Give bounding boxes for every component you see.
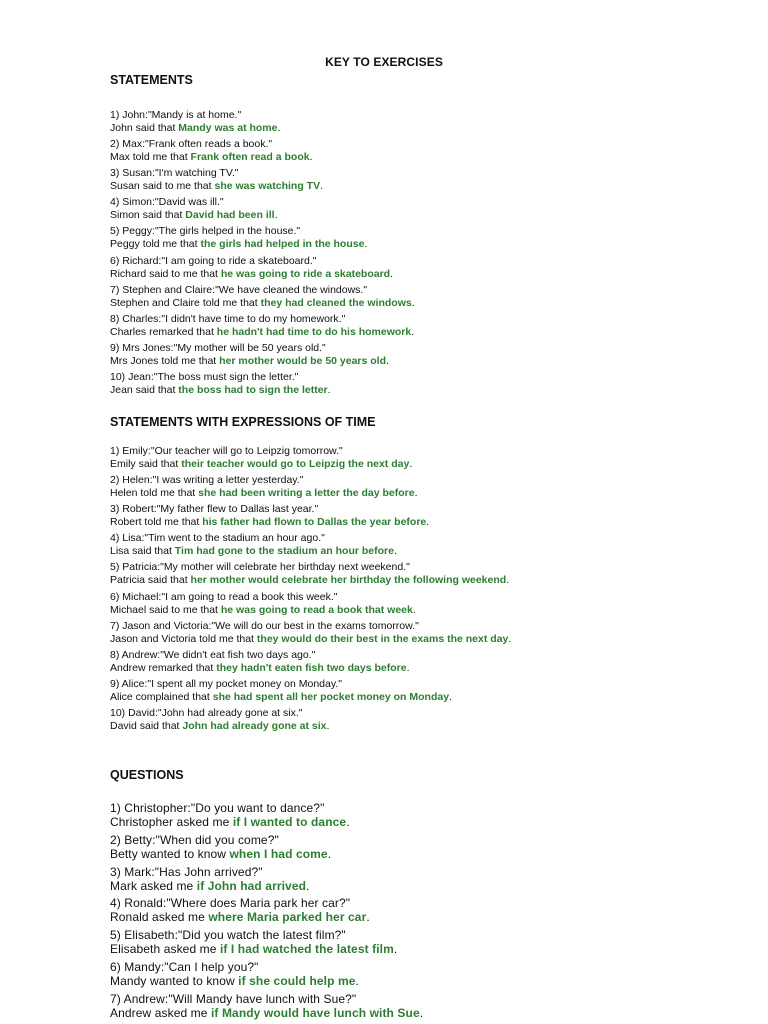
- direct-speech: 1) Emily:"Our teacher will go to Leipzig tomorrow.": [110, 445, 343, 457]
- reported-prefix: Helen told me that: [110, 487, 199, 500]
- reported-prefix: Charles remarked that: [110, 325, 217, 338]
- direct-speech: 3) Mark:"Has John arrived?": [110, 864, 263, 879]
- reported-prefix: Max told me that: [110, 151, 191, 164]
- reported-suffix: .: [426, 516, 430, 529]
- reported-speech: [110, 326, 414, 339]
- reported-speech: [110, 1006, 423, 1020]
- reported-speech: [110, 574, 509, 587]
- direct-speech: 6) Richard:"I am going to ride a skateboard.": [110, 254, 317, 267]
- exercise-item: [110, 678, 452, 704]
- reported-prefix: Christopher asked me: [110, 815, 233, 829]
- direct-speech: 4) Lisa:"Tim went to the stadium an hour ago.": [110, 532, 325, 545]
- exercise-item: [110, 896, 370, 924]
- answer-text: her mother would celebrate her birthday the following weekend: [190, 574, 507, 587]
- reported-suffix: .: [393, 545, 397, 558]
- reported-suffix: .: [409, 458, 413, 470]
- direct-speech: 1) Christopher:"Do you want to dance?": [110, 801, 325, 815]
- reported-prefix: Michael said to me that: [110, 603, 221, 616]
- answer-text: if I had watched the latest film: [219, 942, 394, 957]
- reported-prefix: Mandy wanted to know: [110, 974, 239, 988]
- reported-speech: [110, 910, 370, 924]
- exercise-item: [110, 532, 397, 558]
- reported-prefix: Andrew asked me: [110, 1005, 211, 1020]
- reported-speech: [110, 268, 393, 281]
- reported-speech: [110, 151, 313, 164]
- exercise-item: [110, 707, 329, 733]
- answer-text: the boss had to sign the letter: [178, 383, 328, 396]
- answer-text: he hadn't had time to do his homework: [216, 325, 412, 338]
- direct-speech: 10) David:"John had already gone at six.": [110, 706, 303, 719]
- answer-text: if Mandy would have lunch with Sue: [210, 1005, 420, 1020]
- reported-prefix: Mark asked me: [110, 878, 197, 893]
- section-heading: QUESTIONS: [110, 768, 184, 782]
- answer-text: where Maria parked her car: [208, 910, 367, 925]
- exercise-item: [110, 196, 278, 222]
- answer-text: she had spent all her pocket money on Monday: [212, 690, 450, 703]
- reported-speech: [110, 297, 415, 310]
- exercise-item: [110, 561, 509, 587]
- exercise-item: [110, 167, 323, 193]
- exercise-item: [110, 591, 416, 617]
- answer-text: their teacher would go to Leipzig the next day: [181, 458, 410, 470]
- reported-speech: [110, 879, 309, 893]
- direct-speech: 2) Betty:"When did you come?": [110, 832, 279, 847]
- reported-prefix: Patricia said that: [110, 574, 191, 587]
- exercise-item: [110, 801, 350, 829]
- exercise-item: [110, 474, 418, 500]
- answer-text: his father had flown to Dallas the year before: [202, 516, 427, 529]
- direct-speech: 7) Andrew:"Will Mandy have lunch with Sue?": [110, 991, 357, 1006]
- reported-suffix: .: [411, 325, 415, 338]
- reported-speech: [110, 458, 412, 471]
- exercise-item: [110, 503, 429, 529]
- answer-text: Frank often read a book: [190, 151, 310, 164]
- reported-suffix: .: [508, 632, 512, 645]
- direct-speech: 8) Andrew:"We didn't eat fish two days ago.": [110, 648, 316, 661]
- direct-speech: 5) Elisabeth:"Did you watch the latest film?": [110, 928, 346, 943]
- direct-speech: 10) Jean:"The boss must sign the letter.": [110, 370, 299, 383]
- direct-speech: 9) Mrs Jones:"My mother will be 50 years old.": [110, 341, 326, 354]
- direct-speech: 2) Max:"Frank often reads a book.": [110, 138, 273, 151]
- answer-text: when I had come: [229, 846, 328, 861]
- reported-speech: [110, 662, 410, 675]
- direct-speech: 4) Ronald:"Where does Maria park her car?": [110, 896, 351, 911]
- reported-suffix: .: [326, 719, 330, 732]
- reported-suffix: .: [277, 122, 281, 134]
- exercise-item: [110, 225, 367, 251]
- reported-prefix: John said that: [110, 122, 179, 134]
- exercise-item: [110, 313, 414, 339]
- reported-speech: [110, 633, 511, 646]
- exercise-item: [110, 445, 412, 471]
- reported-suffix: .: [506, 574, 510, 587]
- direct-speech: 2) Helen:"I was writing a letter yesterday.": [110, 474, 304, 487]
- answer-text: if I wanted to dance: [232, 815, 347, 829]
- reported-speech: [110, 604, 416, 617]
- reported-speech: [110, 942, 397, 956]
- direct-speech: 8) Charles:"I didn't have time to do my homework.": [110, 312, 346, 325]
- reported-prefix: Susan said to me that: [110, 180, 215, 193]
- reported-suffix: .: [366, 910, 370, 925]
- exercise-item: [110, 342, 389, 368]
- direct-speech: 7) Stephen and Claire:"We have cleaned the windows.": [110, 283, 368, 296]
- reported-prefix: Simon said that: [110, 209, 186, 222]
- answer-text: he was going to ride a skateboard: [220, 267, 391, 280]
- answer-text: if she could help me: [238, 974, 356, 988]
- reported-speech: [110, 209, 278, 222]
- reported-speech: [110, 815, 350, 829]
- direct-speech: 3) Robert:"My father flew to Dallas last year.": [110, 503, 319, 516]
- reported-suffix: .: [346, 815, 350, 829]
- reported-speech: [110, 974, 359, 988]
- reported-prefix: Alice complained that: [110, 690, 213, 703]
- exercise-item: [110, 960, 359, 988]
- answer-text: he was going to read a book that week: [220, 603, 413, 616]
- reported-prefix: David said that: [110, 719, 183, 732]
- exercise-item: [110, 255, 393, 281]
- reported-prefix: Emily said that: [110, 458, 182, 470]
- reported-suffix: .: [327, 846, 332, 861]
- exercise-item: [110, 928, 397, 956]
- reported-prefix: Lisa said that: [110, 545, 175, 558]
- answer-text: she had been writing a letter the day before: [198, 487, 415, 500]
- exercise-item: [110, 992, 423, 1020]
- exercise-item: [110, 620, 511, 646]
- reported-prefix: Mrs Jones told me that: [110, 354, 220, 367]
- answer-text: the girls had helped in the house: [200, 238, 365, 251]
- reported-suffix: .: [390, 267, 394, 280]
- exercise-item: [110, 649, 410, 675]
- reported-speech: [110, 487, 418, 500]
- reported-speech: [110, 180, 323, 193]
- reported-prefix: Jean said that: [110, 383, 179, 396]
- reported-suffix: .: [309, 151, 313, 164]
- exercise-item: [110, 284, 415, 310]
- answer-text: they had cleaned the windows: [260, 296, 412, 309]
- reported-speech: [110, 384, 331, 397]
- exercise-item: [110, 371, 331, 397]
- answer-text: if John had arrived: [196, 878, 307, 893]
- reported-suffix: .: [364, 238, 368, 251]
- exercise-item: [110, 833, 331, 861]
- reported-suffix: .: [306, 878, 310, 893]
- reported-suffix: .: [414, 487, 418, 500]
- reported-suffix: .: [393, 942, 398, 957]
- answer-text: John had already gone at six: [182, 719, 327, 732]
- reported-speech: [110, 847, 331, 861]
- direct-speech: 5) Peggy:"The girls helped in the house.": [110, 225, 301, 238]
- reported-prefix: Stephen and Claire told me that: [110, 296, 261, 309]
- reported-prefix: Robert told me that: [110, 516, 203, 529]
- reported-speech: [110, 545, 397, 558]
- answer-text: David had been ill: [185, 209, 275, 222]
- reported-prefix: Peggy told me that: [110, 238, 201, 251]
- section-heading: STATEMENTS: [110, 73, 193, 87]
- reported-suffix: .: [419, 1005, 424, 1020]
- reported-suffix: .: [320, 180, 324, 193]
- reported-suffix: .: [411, 296, 415, 309]
- direct-speech: 9) Alice:"I spent all my pocket money on Monday.": [110, 677, 342, 690]
- reported-prefix: Richard said to me that: [110, 267, 221, 280]
- reported-speech: [110, 355, 389, 368]
- reported-speech: [110, 691, 452, 704]
- answer-text: her mother would be 50 years old: [219, 354, 387, 367]
- direct-speech: 7) Jason and Victoria:"We will do our best in the exams tomorrow.": [110, 619, 419, 632]
- reported-speech: [110, 238, 367, 251]
- page-title: KEY TO EXERCISES: [325, 55, 443, 69]
- reported-suffix: .: [449, 690, 452, 703]
- reported-speech: [110, 516, 429, 529]
- direct-speech: 5) Patricia:"My mother will celebrate her birthday next weekend.": [110, 561, 410, 574]
- reported-suffix: .: [386, 354, 389, 367]
- section-heading: STATEMENTS WITH EXPRESSIONS OF TIME: [110, 415, 376, 429]
- exercise-item: [110, 109, 280, 135]
- reported-prefix: Betty wanted to know: [110, 846, 230, 861]
- reported-prefix: Ronald asked me: [110, 910, 209, 925]
- reported-prefix: Andrew remarked that: [110, 661, 217, 674]
- answer-text: Tim had gone to the stadium an hour before: [174, 545, 394, 558]
- direct-speech: 6) Mandy:"Can I help you?": [110, 960, 259, 974]
- reported-suffix: .: [274, 209, 278, 222]
- answer-text: Mandy was at home: [178, 122, 278, 134]
- exercise-item: [110, 138, 313, 164]
- reported-speech: [110, 720, 329, 733]
- exercise-item: [110, 865, 309, 893]
- answer-text: she was watching TV: [214, 180, 321, 193]
- direct-speech: 1) John:"Mandy is at home.": [110, 109, 242, 121]
- reported-suffix: .: [355, 974, 359, 988]
- reported-suffix: .: [327, 383, 331, 396]
- answer-text: they would do their best in the exams the next day: [256, 632, 509, 645]
- reported-suffix: .: [406, 661, 410, 674]
- direct-speech: 3) Susan:"I'm watching TV.": [110, 167, 239, 180]
- reported-prefix: Jason and Victoria told me that: [110, 632, 257, 645]
- answer-text: they hadn't eaten fish two days before: [216, 661, 407, 674]
- direct-speech: 6) Michael:"I am going to read a book this week.": [110, 590, 338, 603]
- reported-prefix: Elisabeth asked me: [110, 942, 220, 957]
- reported-speech: [110, 122, 280, 135]
- reported-suffix: .: [412, 603, 416, 616]
- direct-speech: 4) Simon:"David was ill.": [110, 196, 224, 209]
